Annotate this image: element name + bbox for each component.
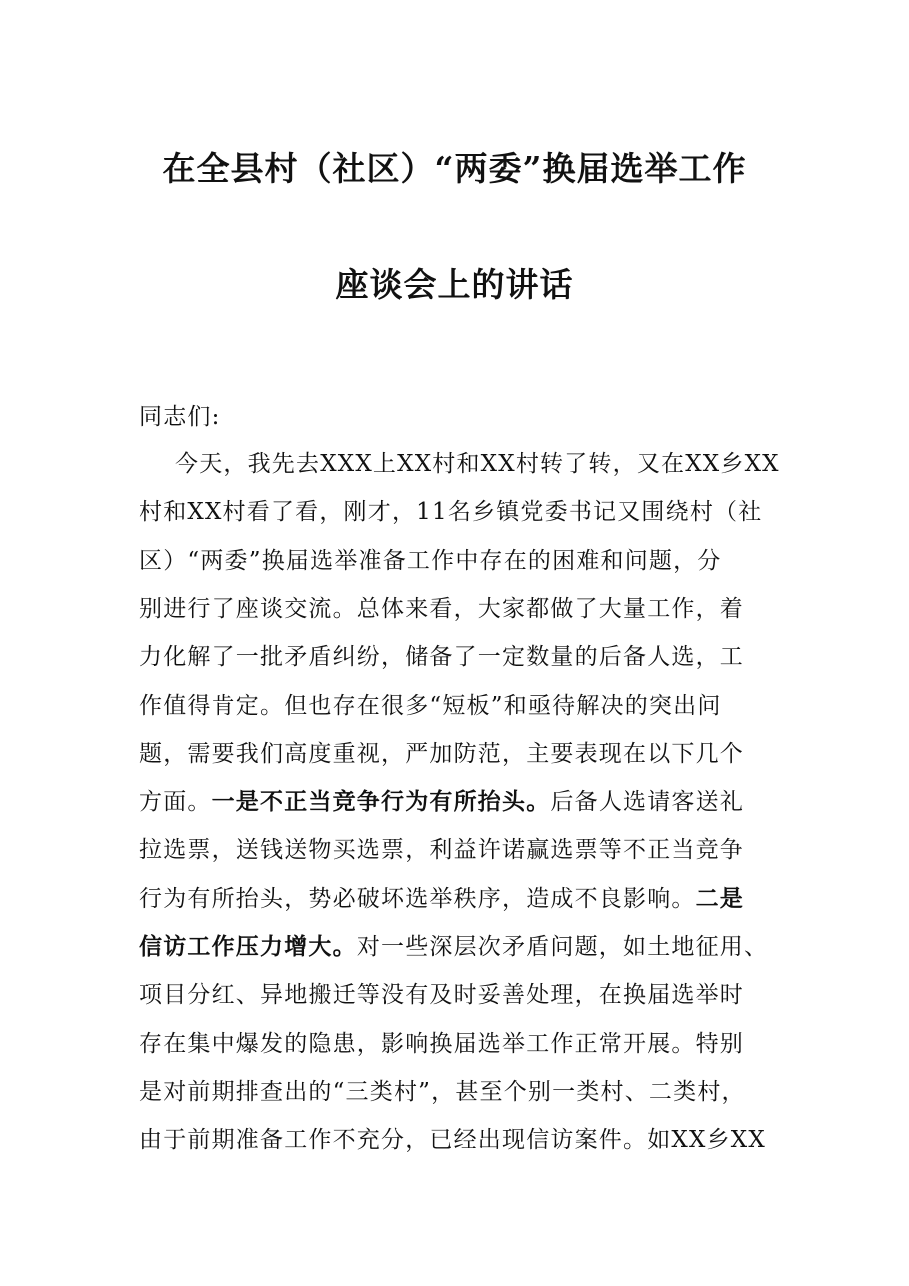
body-line (139, 1029, 779, 1059)
body-text: 存在集中爆发的隐患，影响换届选举工作正常开展。特别 (139, 1030, 744, 1057)
body-text: 村和XX村看了看，刚才，11名乡镇党委书记又围绕村（社 (139, 499, 763, 526)
body-line (139, 739, 779, 769)
body-text: 拉选票，送钱送物买选票，利益许诺赢选票等不正当竞争 (139, 837, 744, 864)
body-text: 作值得肯定。但也存在很多“短板”和亟待解决的突出问 (139, 692, 722, 719)
bold-heading-text: 信访工作压力增大。 (139, 933, 357, 960)
body-line (175, 449, 779, 479)
body-line (139, 691, 779, 721)
greeting: 同志们: (139, 404, 221, 430)
body-text: 别进行了座谈交流。总体来看，大家都做了大量工作，着 (139, 595, 744, 622)
body-line (139, 835, 779, 865)
body-line (139, 1077, 779, 1107)
body-line (139, 932, 779, 962)
body-line (139, 642, 779, 672)
body-line (139, 594, 779, 624)
body-line (139, 1125, 779, 1155)
body-line (139, 980, 779, 1010)
body-line (139, 884, 779, 914)
body-text: 是对前期排查出的“三类村”，甚至个别一类村、二类村， (139, 1078, 746, 1105)
body-text: 后备人选请客送礼 (550, 789, 745, 816)
body-text: 力化解了一批矛盾纠纷，储备了一定数量的后备人选，工 (139, 644, 744, 671)
body-text: 对一些深层次矛盾问题，如土地征用、 (356, 934, 769, 960)
body-line (139, 787, 779, 817)
document-title-line-1: 在全县村（社区）“两委”换届选举工作 (162, 149, 747, 188)
bold-heading-text: 一是不正当竞争行为有所抬头。 (211, 788, 551, 816)
body-text: 项目分红、异地搬迁等没有及时妥善处理，在换届选举时 (139, 982, 744, 1009)
document-title-line-2: 座谈会上的讲话 (335, 265, 574, 304)
bold-heading-text: 二是 (695, 884, 745, 912)
body-line (139, 497, 779, 527)
body-text: 题，需要我们高度重视，严加防范，主要表现在以下几个 (139, 740, 744, 767)
body-line (139, 546, 779, 576)
body-text: 今天，我先去XXX上XX村和XX村转了转，又在XX乡XX (175, 451, 780, 477)
body-text: 由于前期准备工作不充分，已经出现信访案件。如XX乡XX (139, 1127, 766, 1154)
body-text: 方面。 (139, 789, 212, 816)
body-text: 区）“两委”换届选举准备工作中存在的困难和问题，分 (139, 547, 722, 574)
body-text: 行为有所抬头，势必破坏选举秩序，造成不良影响。 (139, 885, 696, 912)
